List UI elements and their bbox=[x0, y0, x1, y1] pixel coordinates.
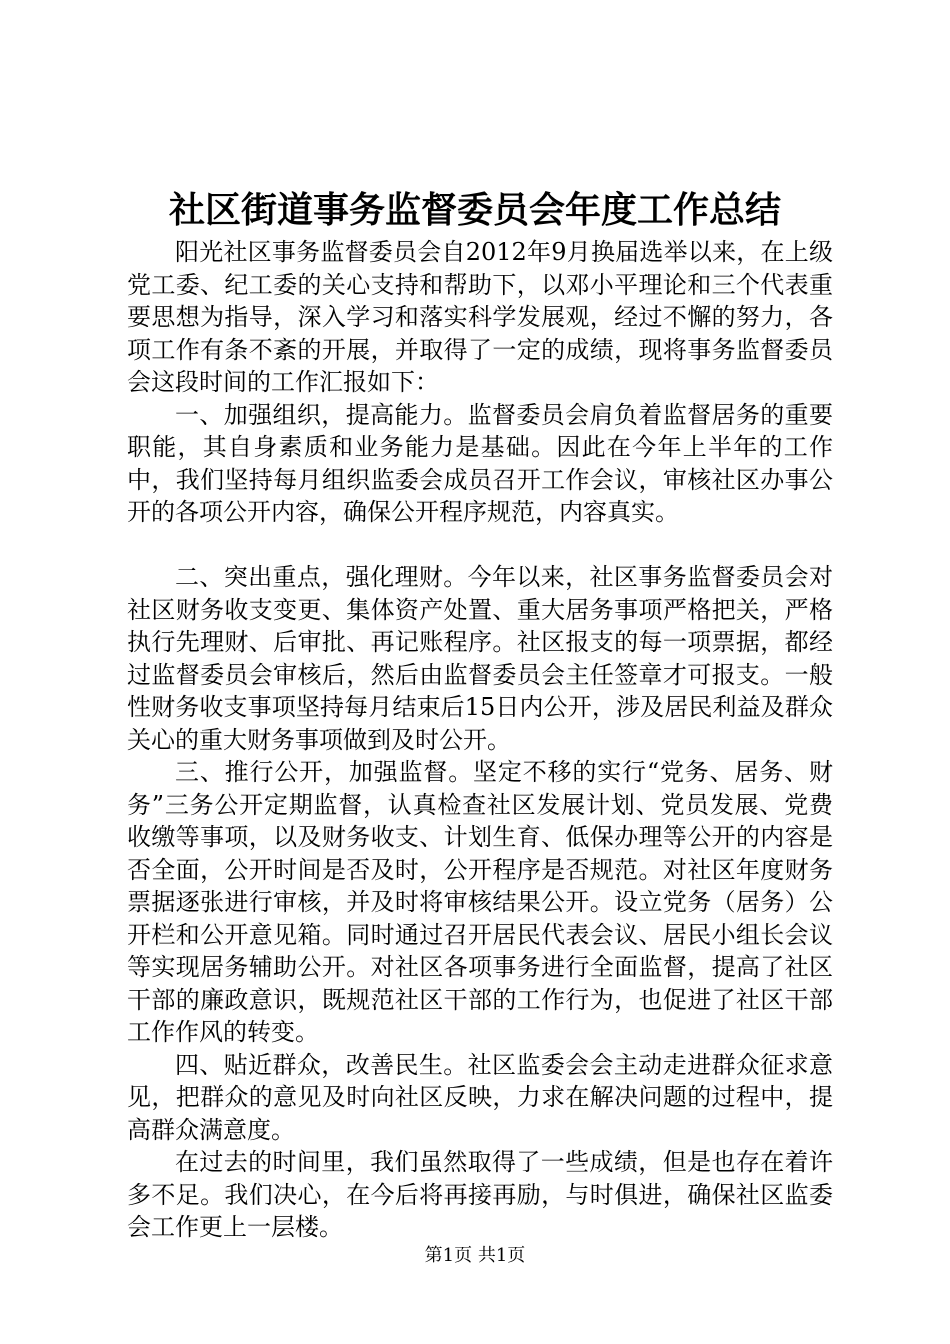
document-title: 社区街道事务监督委员会年度工作总结 bbox=[168, 189, 781, 231]
paragraph-section-2: 二、突出重点，强化理财。今年以来，社区事务监督委员会对社区财务收支变更、集体资产处置、重大居务事项严格把关，严格执行先理财、后审批、再记账程序。社区报支的每一项票据，都经过监督委员会审核后，然后由监督委员会主任签章才可报支。一般性财务收支事项坚持每月结束后15日内公开，涉及居民利益及群众关心的重大财务事项做到及时公开。 bbox=[127, 563, 833, 754]
paragraph-section-3: 三、推行公开，加强监督。坚定不移的实行“党务、居务、财务”三务公开定期监督，认真检查社区发展计划、党员发展、党费收缴等事项，以及财务收支、计划生育、低保办理等公开的内容是否全面，公开时间是否及时，公开程序是否规范。对社区年度财务票据逐张进行审核，并及时将审核结果公开。设立党务（居务）公开栏和公开意见箱。同时通过召开居民代表会议、居民小组长会议等实现居务辅助公开。对社区各项事务进行全面监督，提高了社区干部的廉政意识，既规范社区干部的工作行为，也促进了社区干部工作作风的转变。 bbox=[127, 758, 833, 1046]
paragraph-intro: 阳光社区事务监督委员会自2012年9月换届选举以来，在上级党工委、纪工委的关心支持和帮助下，以邓小平理论和三个代表重要思想为指导，深入学习和落实科学发展观，经过不懈的努力，各项工作有条不紊的开展，并取得了一定的成绩，现将事务监督委员会这段时间的工作汇报如下： bbox=[127, 238, 833, 396]
paragraph-section-1: 一、加强组织，提高能力。监督委员会肩负着监督居务的重要职能，其自身素质和业务能力是基础。因此在今年上半年的工作中，我们坚持每月组织监委会成员召开工作会议，审核社区办事公开的各项公开内容，确保公开程序规范，内容真实。 bbox=[127, 400, 833, 526]
page-footer: 第1页 共1页 bbox=[424, 1245, 526, 1266]
paragraph-conclusion: 在过去的时间里，我们虽然取得了一些成绩，但是也存在着许多不足。我们决心，在今后将再接再励，与时俱进，确保社区监委会工作更上一层楼。 bbox=[127, 1148, 833, 1241]
document-body bbox=[127, 236, 833, 1244]
paragraph-section-4: 四、贴近群众，改善民生。社区监委会会主动走进群众征求意见，把群众的意见及时向社区反映，力求在解决问题的过程中，提高群众满意度。 bbox=[127, 1050, 833, 1144]
